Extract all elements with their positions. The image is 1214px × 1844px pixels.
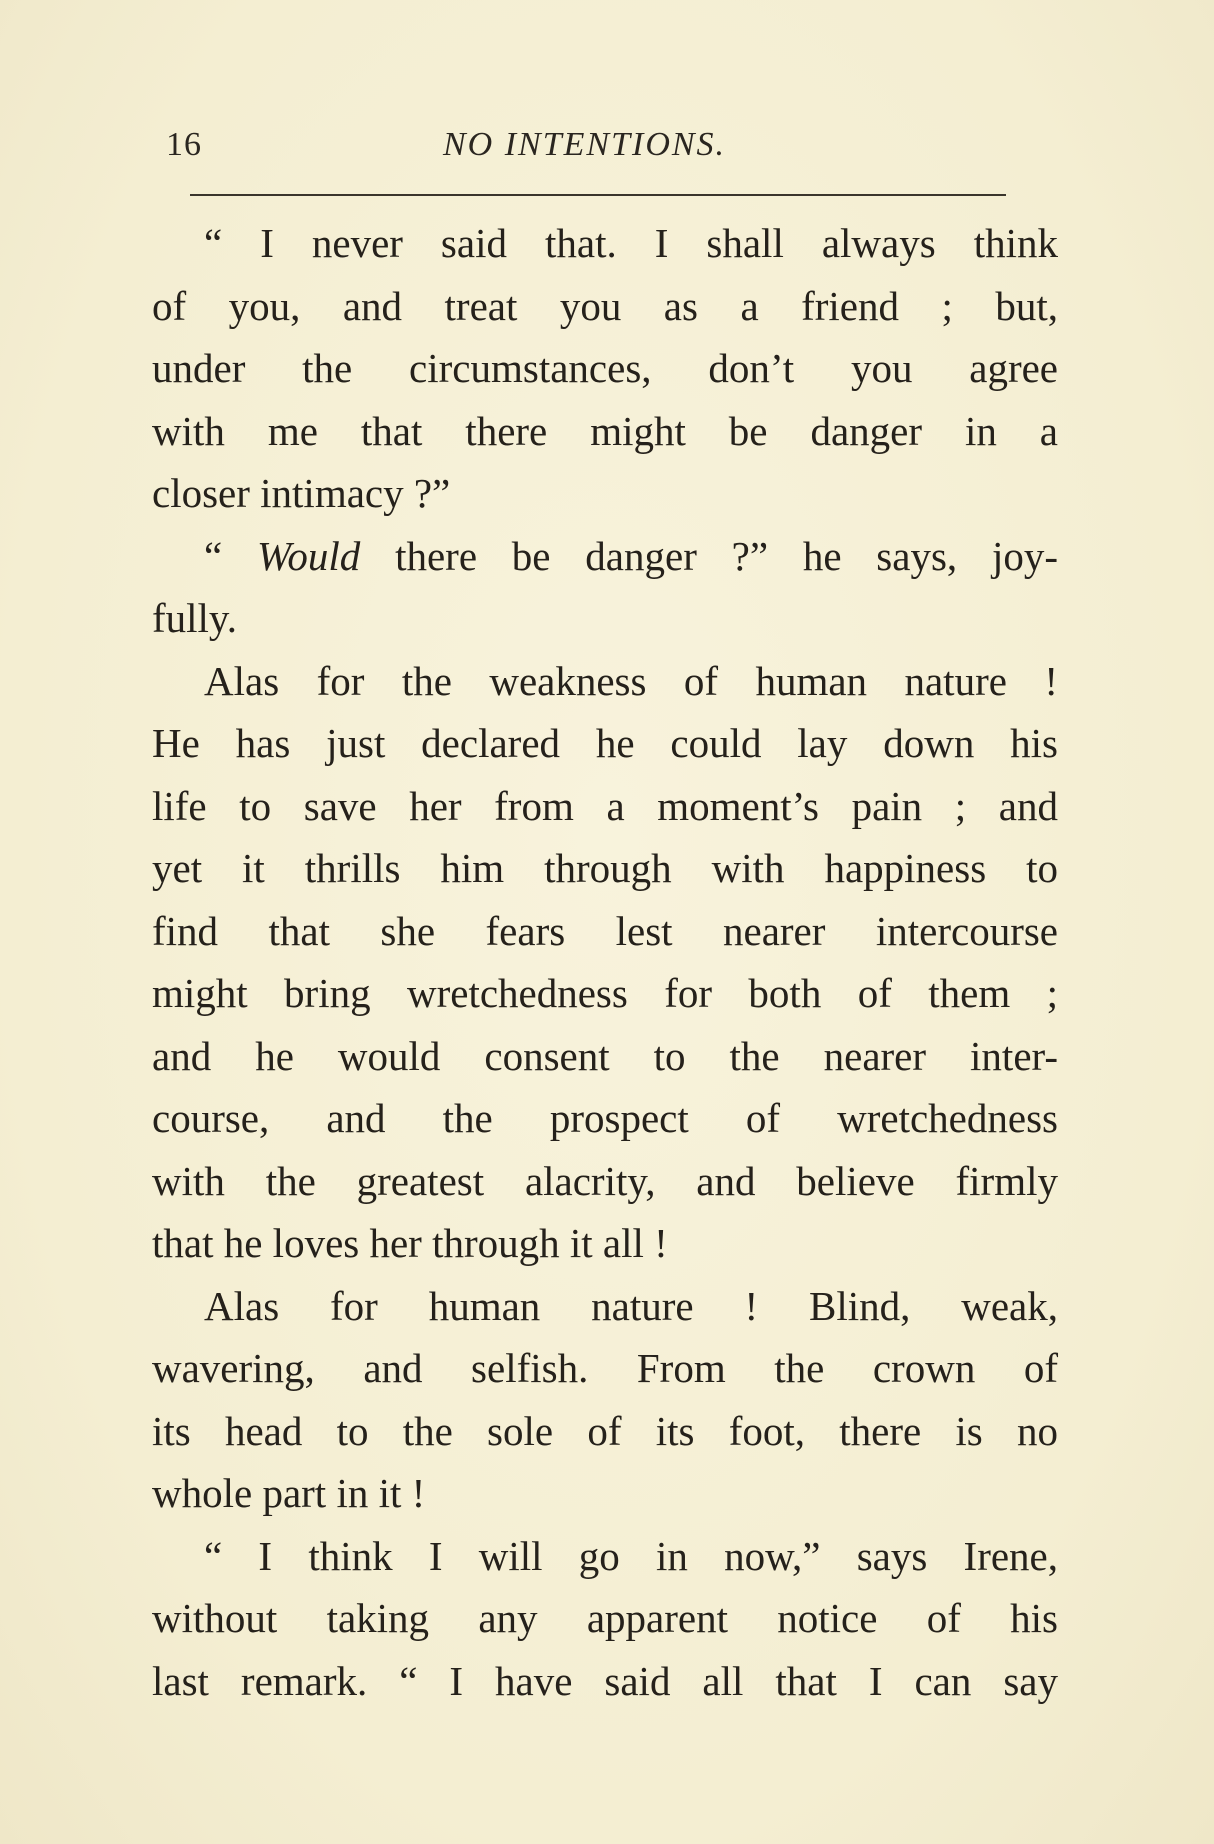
paragraph-2 bbox=[152, 525, 1058, 650]
text-line: life to save her from a moment’s pain ; and bbox=[152, 782, 1058, 829]
text-line: without taking any apparent notice of his bbox=[152, 1595, 1058, 1641]
text-line: with the greatest alacrity, and believe firmly bbox=[152, 1157, 1058, 1204]
body-text bbox=[152, 212, 1058, 1712]
text-line: He has just declared he could lay down his bbox=[152, 720, 1058, 766]
text-line: “ I never said that. I shall always think bbox=[204, 220, 1058, 266]
text-line: find that she fears lest nearer intercourse bbox=[152, 907, 1058, 954]
text-line: under the circumstances, don’t you agree bbox=[152, 345, 1058, 391]
text-line: “ I think I will go in now,” says Irene, bbox=[204, 1532, 1058, 1579]
paragraph-4 bbox=[152, 1275, 1058, 1525]
paragraph-1 bbox=[152, 212, 1058, 525]
paragraph-5 bbox=[152, 1525, 1058, 1713]
text-line: yet it thrills him through with happiness to bbox=[152, 845, 1058, 891]
page-header bbox=[158, 118, 1008, 178]
text-line-with-emphasis: “ Would there be danger ?” he says, joy- bbox=[204, 532, 1059, 579]
paragraph-3 bbox=[152, 650, 1058, 1275]
running-title: NO INTENTIONS. bbox=[443, 126, 727, 163]
emphasized-word: Would bbox=[257, 532, 361, 579]
text-line: closer intimacy ?” bbox=[152, 470, 451, 516]
page-number: 16 bbox=[166, 126, 202, 163]
text-line: Alas for the weakness of human nature ! bbox=[204, 657, 1058, 704]
text-line: of you, and treat you as a friend ; but, bbox=[152, 282, 1058, 329]
text-line: whole part in it ! bbox=[152, 1470, 426, 1516]
text-line: fully. bbox=[152, 595, 238, 641]
text-line: wavering, and selfish. From the crown of bbox=[152, 1345, 1058, 1391]
text-line: with me that there might be danger in a bbox=[152, 407, 1058, 454]
text-line: last remark. “ I have said all that I can say bbox=[152, 1657, 1058, 1704]
header-rule bbox=[190, 194, 1006, 196]
text-line: Alas for human nature ! Blind, weak, bbox=[204, 1282, 1058, 1329]
text-line: that he loves her through it all ! bbox=[152, 1220, 668, 1266]
text-line: its head to the sole of its foot, there is no bbox=[152, 1407, 1058, 1454]
text-line: might bring wretchedness for both of them ; bbox=[152, 970, 1058, 1016]
text-line: and he would consent to the nearer inter- bbox=[152, 1032, 1058, 1079]
text-line: course, and the prospect of wretchedness bbox=[152, 1095, 1058, 1141]
